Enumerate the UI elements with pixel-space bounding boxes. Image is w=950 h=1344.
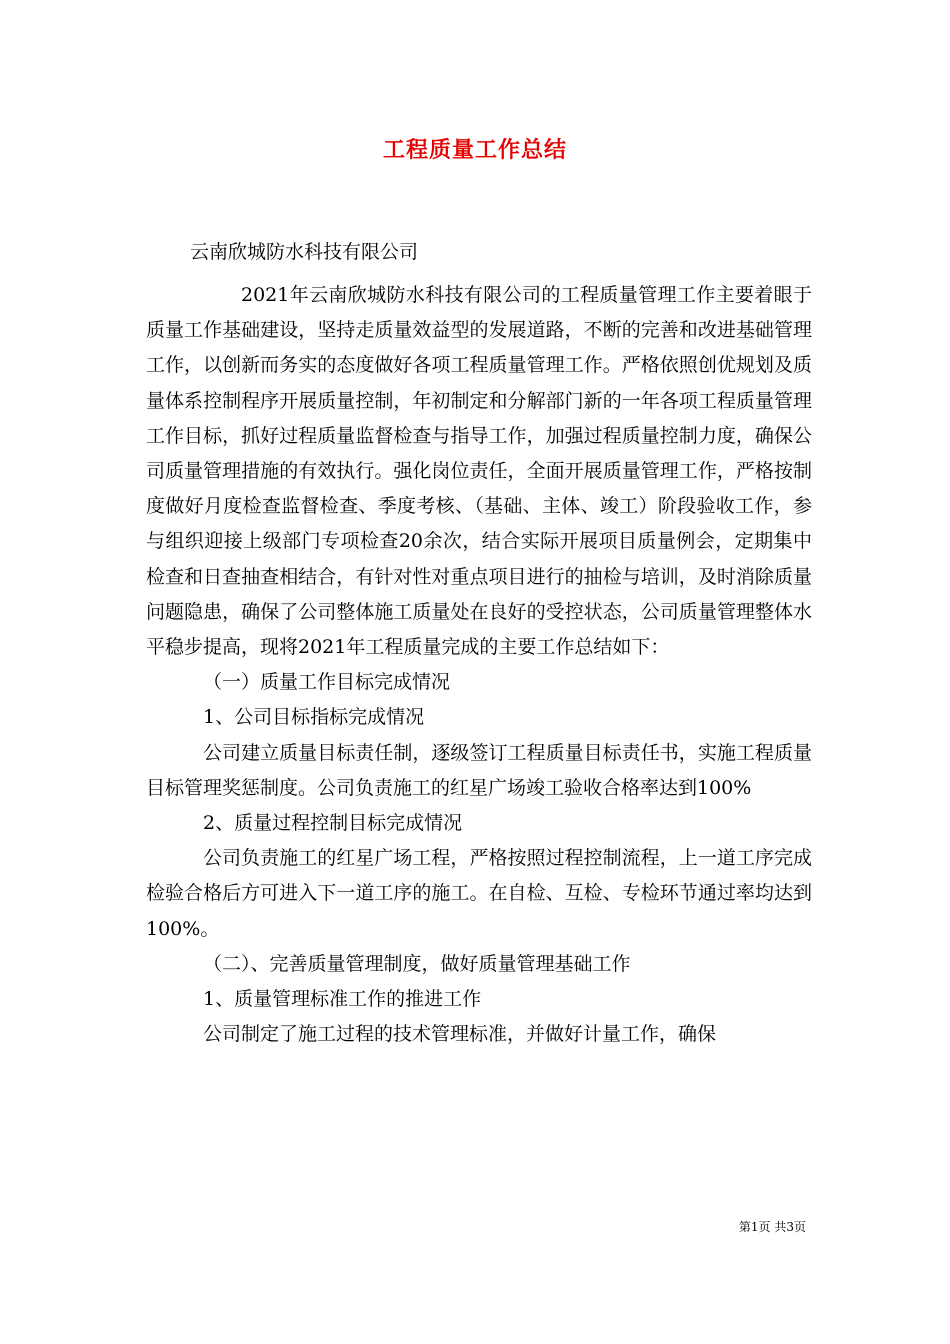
paragraph-1-2: 公司负责施工的红星广场工程，严格按照过程控制流程，上一道工序完成检验合格后方可进入下一道工序的施工。在自检、互检、专检环节通过率均达到100%。 <box>146 847 812 940</box>
document-body <box>146 278 812 1052</box>
document-title: 工程质量工作总结 <box>382 137 567 163</box>
section-heading-2: （二）、完善质量管理制度，做好质量管理基础工作 <box>203 952 631 975</box>
paragraph-intro: 2021年云南欣城防水科技有限公司的工程质量管理工作主要着眼于质量工作基础建设，坚持走质量效益型的发展道路，不断的完善和改进基础管理工作，以创新而务实的态度做好各项工程质量管理工作。严格依照创优规划及质量体系控制程序开展质量控制，年初制定和分解部门新的一年各项工程质量管理工作目标，抓好过程质量监督检查与指导工作，加强过程质量控制力度，确保公司质量管理措施的有效执行。强化岗位责任，全面开展质量管理工作，严格按制度做好月度检查监督检查、季度考核、（基础、主体、竣工）阶段验收工作，参与组织迎接上级部门专项检查20余次，结合实际开展项目质量例会，定期集中检查和日查抽查相结合，有针对性对重点项目进行的抽检与培训，及时消除质量问题隐患，确保了公司整体施工质量处在良好的受控状态，公司质量管理整体水平稳步提高，现将2021年工程质量完成的主要工作总结如下： <box>146 284 812 659</box>
company-name: 云南欣城防水科技有限公司 <box>190 241 419 263</box>
subsection-heading-1-1: 1、公司目标指标完成情况 <box>203 706 425 729</box>
section-heading-1: （一）质量工作目标完成情况 <box>203 671 451 694</box>
subsection-heading-1-2: 2、质量过程控制目标完成情况 <box>203 812 463 835</box>
page-footer: 第1页 共3页 <box>738 1220 806 1234</box>
paragraph-1-1: 公司建立质量目标责任制，逐级签订工程质量目标责任书，实施工程质量目标管理奖惩制度。公司负责施工的红星广场竣工验收合格率达到100% <box>146 741 812 799</box>
subsection-heading-2-1: 1、质量管理标准工作的推进工作 <box>203 988 482 1011</box>
paragraph-2-1: 公司制定了施工过程的技术管理标准，并做好计量工作，确保 <box>203 1023 717 1046</box>
